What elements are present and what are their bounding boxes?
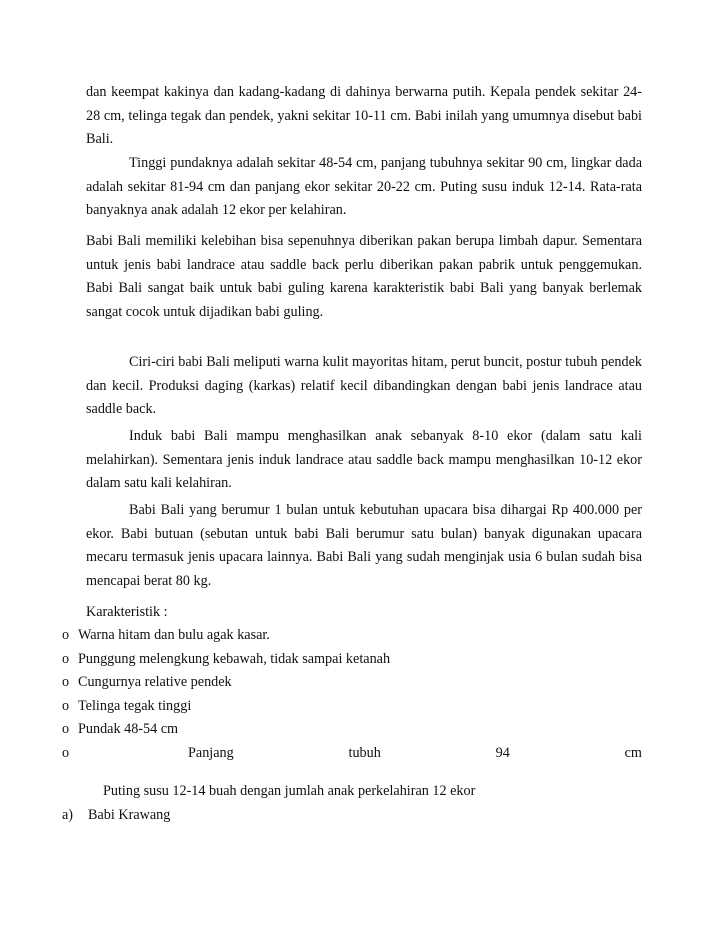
paragraph-litter-size [86, 425, 642, 496]
paragraph-text: Ciri-ciri babi Bali meliputi warna kulit mayoritas hitam, perut buncit, postur tubuh pendek dan kecil. Produksi daging (karkas) relatif kecil dibandingkan dengan babi jenis landrace atau saddle back. [86, 354, 643, 418]
paragraph-text: dan keempat kakinya dan kadang-kadang di dahinya berwarna putih. Kepala pendek sekitar 24-28 cm, telinga tegak dan pendek, yakni sekitar 10-11 cm. Babi inilah yang umumnya disebut babi Bali. [86, 84, 642, 148]
subsection-heading [62, 804, 170, 828]
paragraph-text: Tinggi pundaknya adalah sekitar 48-54 cm, panjang tubuhnya sekitar 90 cm, lingkar dada adalah sekitar 81-94 cm dan panjang ekor sekitar 20-22 cm. Puting susu induk 12-14. Rata-rata banyaknya anak adalah 12 ekor per kelahiran. [86, 155, 642, 219]
list-item-text-spread [78, 742, 642, 766]
characteristics-list [0, 624, 642, 766]
list-item [0, 742, 642, 766]
paragraph-text: Induk babi Bali mampu menghasilkan anak sebanyak 8-10 ekor (dalam satu kali melahirkan). Sementara jenis induk landrace atau saddle back mampu menghasilkan 10-12 ekor dalam satu kali kelahiran. [86, 428, 642, 492]
list-item-text: Warna hitam dan bulu agak kasar. [78, 627, 270, 643]
paragraph-text: Babi Bali yang berumur 1 bulan untuk kebutuhan upacara bisa dihargai Rp 400.000 per ekor. Babi butuan (sebutan untuk babi Bali berumur satu bulan) banyak digunakan upacara mecaru termasuk jenis upacara lainnya. Babi Bali yang sudah menginjak usia 6 bulan sudah bisa mencapai berat 80 kg. [86, 502, 642, 589]
list-item-text: Punggung melengkung kebawah, tidak sampai ketanah [78, 650, 391, 667]
word-94: 94 [495, 744, 510, 761]
list-item-text: Pundak 48-54 cm [78, 721, 179, 738]
list-item-text: Telinga tegak tinggi [78, 697, 192, 714]
continuation-line: Puting susu 12-14 buah dengan jumlah anak perkelahiran 12 ekor [103, 783, 476, 799]
list-item [0, 624, 642, 648]
bullet-icon: o [62, 721, 70, 738]
word-cm: cm [624, 744, 642, 761]
paragraph-text: Babi Bali memiliki kelebihan bisa sepenuhnya diberikan pakan berupa limbah dapur. Sementara untuk jenis babi landrace atau saddle back perlu diberikan pakan pabrik untuk penggemukan. Babi Bali sangat baik untuk babi guling karena karakteristik babi Bali yang banyak berlemak sangat cocok untuk dijadikan babi guling. [86, 233, 642, 320]
bullet-icon: o [62, 627, 70, 643]
paragraph-price [86, 499, 642, 593]
list-item [0, 718, 642, 742]
subsection-label: a) [62, 807, 74, 823]
list-item [0, 648, 642, 672]
word-tubuh: tubuh [348, 744, 381, 761]
bullet-icon: o [62, 674, 70, 691]
subsection-title: Babi Krawang [88, 807, 171, 823]
bullet-icon: o [62, 744, 70, 761]
word-panjang: Panjang [188, 744, 234, 761]
bullet-icon: o [62, 650, 70, 667]
list-item-text: Cungurnya relative pendek [78, 674, 232, 691]
paragraph-feeding [86, 230, 642, 324]
paragraph-body-measurements [86, 152, 642, 223]
paragraph-characteristics [86, 351, 642, 422]
list-item [0, 695, 642, 719]
karakteristik-heading: Karakteristik : [86, 604, 168, 620]
list-item [0, 671, 642, 695]
paragraph-continuation [86, 81, 642, 152]
bullet-icon: o [62, 697, 70, 714]
